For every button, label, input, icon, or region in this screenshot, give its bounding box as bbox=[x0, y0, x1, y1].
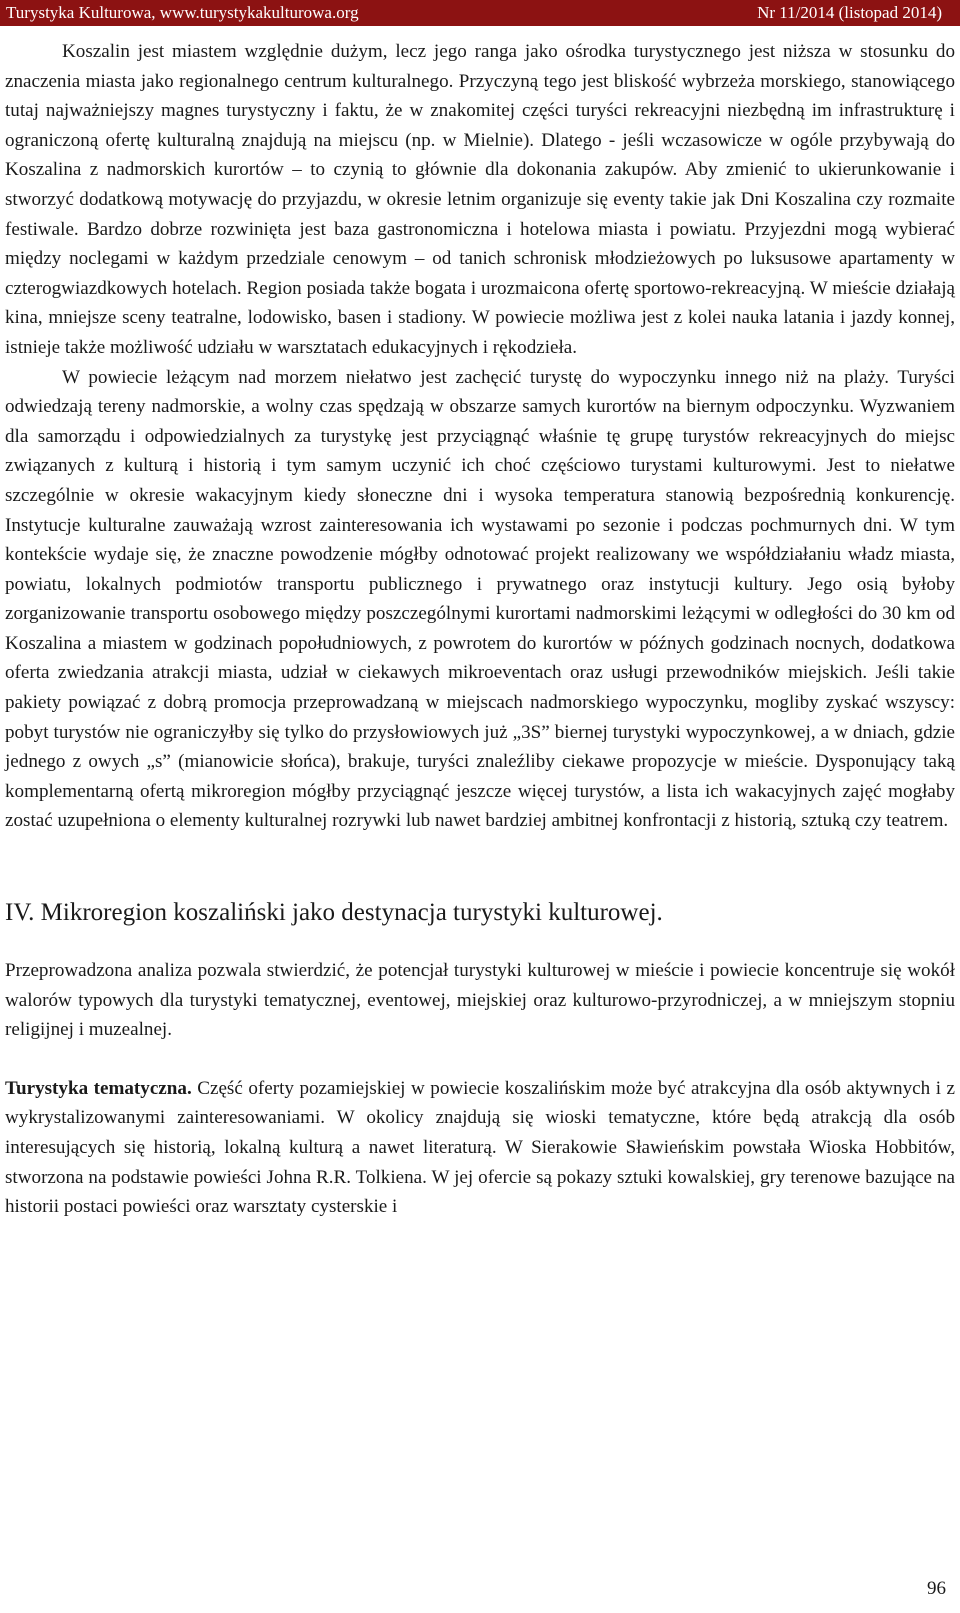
thematic-text: Część oferty pozamiejskiej w powiecie koszalińskim może być atrakcyjna dla osób aktywnych i z wykrystalizowanymi zainteresowaniami. W okolicy znajdują się wioski tematyczne, które będą atrakcją dla osób interesujących się historią, lokalną kulturą a nawet literaturą. W Sierakowie Sławieńskim powstała Wioska Hobbitów, stworzona na podstawie powieści Johna R.R. Tolkiena. W jej ofercie są pokazy sztuki kowalskiej, gry terenowe bazujące na historii postaci powieści oraz warsztaty cysterskie i bbox=[5, 1077, 955, 1218]
journal-title: Turystyka Kulturowa, www.turystykakulturowa.org bbox=[6, 3, 359, 22]
page-number: 96 bbox=[927, 1578, 946, 1599]
thematic-label: Turystyka tematyczna. bbox=[5, 1077, 192, 1099]
paragraph-thematic bbox=[5, 1074, 955, 1222]
page-header bbox=[0, 0, 960, 26]
section-heading: IV. Mikroregion koszaliński jako destynacja turystyki kulturowej. bbox=[5, 899, 663, 927]
paragraph-powiat: W powiecie leżącym nad morzem niełatwo jest zachęcić turystę do wypoczynku innego niż na plaży. Turyści odwiedzają tereny nadmorskie, a wolny czas spędzają w obszarze samych kurortów na biernym odpoczynku. Wyzwaniem dla samorządu i odpowiedzialnych za turystykę jest przyciągnąć właśnie tę grupę turystów rekreacyjnych do miejsc związanych z kulturą i historią i tym samym uczynić ich choć częściowo turystami kulturowymi. Jest to niełatwe szczególnie w okresie wakacyjnym kiedy słoneczne dni i wysoka temperatura stanowią bezpośrednią konkurencję. Instytucje kulturalne zauważają wzrost zainteresowania ich wystawami po sezonie i podczas pochmurnych dni. W tym kontekście wydaje się, że znaczne powodzenie mógłby odnotować projekt realizowany we współdziałaniu władz miasta, powiatu, lokalnych podmiotów transportu publicznego i prywatnego oraz instytucji kultury. Jego osią byłoby zorganizowanie transportu osobowego między poszczególnymi kurortami nadmorskimi leżącymi w odległości do 30 km od Koszalina a miastem w godzinach popołudniowych, z powrotem do kurortów w późnych godzinach nocnych, dodatkowa oferta zwiedzania atrakcji miasta, udział w ciekawych mikroeventach oraz usługi przewodników miejskich. Jeśli takie pakiety powiązać z dobrą promocja przeprowadzaną w miejscach nadmorskiego wypoczynku, mogliby zyskać wszyscy: pobyt turystów nie ograniczyłby się tylko do przysłowiowych już „3S” biernej turystyki wypoczynkowej, a w dniach, gdzie jednego z owych „s” (mianowicie słońca), brakuje, turyści znaleźliby ciekawe propozycje w mieście. Dysponujący taką komplementarną ofertą mikroregion mógłby przyciągnąć jeszcze więcej turystów, a lista ich wakacyjnych zajęć mogłaby zostać uzupełniona o elementy kulturalnej rozrywki lub nawet bardziej ambitnej konfrontacji z historią, sztuką czy teatrem. bbox=[5, 366, 955, 832]
issue-number: Nr 11/2014 (listopad 2014) bbox=[757, 3, 942, 22]
article-body bbox=[5, 37, 955, 1222]
paragraph-analysis: Przeprowadzona analiza pozwala stwierdzić, że potencjał turystyki kulturowej w mieście i powiecie koncentruje się wokół walorów typowych dla turystyki tematycznej, eventowej, miejskiej oraz kulturowo-przyrodniczej, a w mniejszym stopniu religijnej i muzealnej. bbox=[5, 960, 955, 1041]
paragraph-koszalin: Koszalin jest miastem względnie dużym, lecz jego ranga jako ośrodka turystycznego jest niższa w stosunku do znaczenia miasta jako regionalnego centrum kulturalnego. Przyczyną tego jest bliskość wybrzeża morskiego, stanowiącego tutaj najważniejszy magnes turystyczny i faktu, że w znakomitej części turyści rekreacyjni niezbędną im infrastrukturę i ograniczoną ofertę kulturalną znajdują na miejscu (np. w Mielnie). Dlatego - jeśli wczasowicze w ogóle przybywają do Koszalina z nadmorskich kurortów – to czynią to głównie dla dokonania zakupów. Aby zmienić to ukierunkowanie i stworzyć dodatkową motywację do przyjazdu, w okresie letnim organizuje się eventy takie jak Dni Koszalina czy rozmaite festiwale. Bardzo dobrze rozwinięta jest baza gastronomiczna i hotelowa miasta i powiatu. Przyjezdni mogą wybierać między noclegami w każdym przedziale cenowym – od tanich schronisk młodzieżowych po luksusowe apartamenty w czterogwiazdkowych hotelach. Region posiada także bogata i urozmaicona ofertę sportowo-rekreacyjną. W mieście działają kina, mniejsze sceny teatralne, lodowisko, basen i stadiony. W powiecie możliwa jest z kolei nauka latania i jazdy konnej, istnieje także możliwość udziału w warsztatach edukacyjnych i rękodzieła. bbox=[5, 41, 955, 358]
